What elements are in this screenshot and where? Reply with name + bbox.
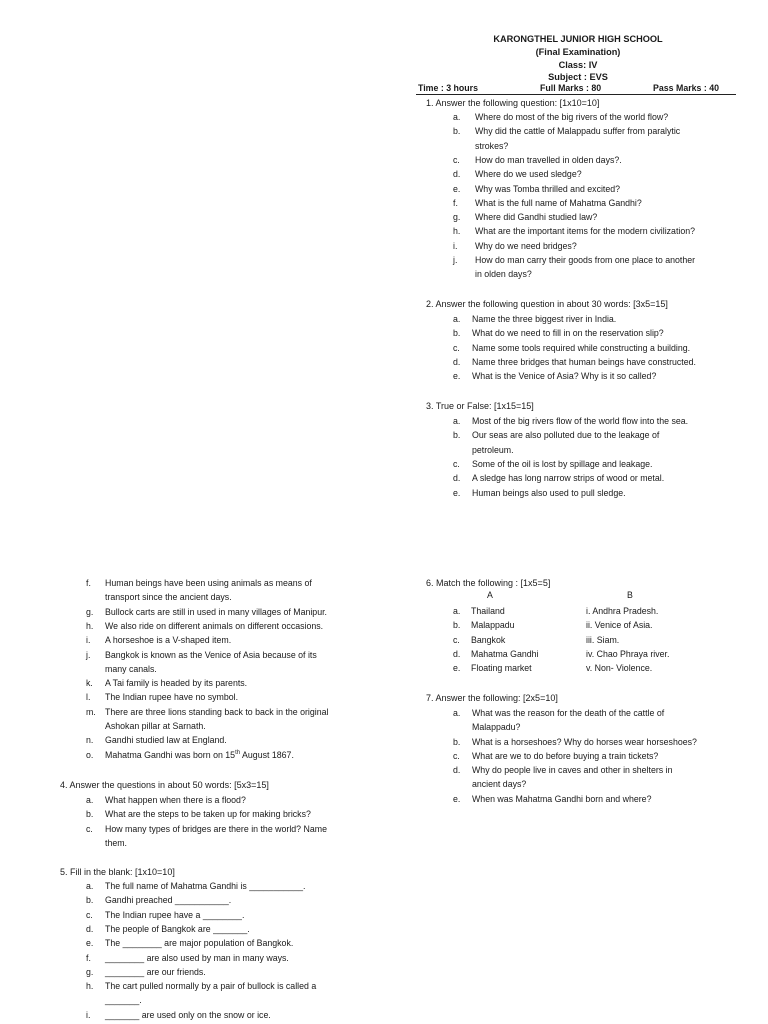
match-row xyxy=(453,661,733,675)
item-text: There are three lions standing back to back in the original xyxy=(105,706,329,717)
list-item xyxy=(86,922,386,936)
item-label: g. xyxy=(86,606,94,617)
item-text: Name three bridges that human beings have constructed. xyxy=(472,356,696,367)
list-item xyxy=(86,879,386,893)
item-text-continued: in olden days? xyxy=(475,269,532,280)
item-label: a. xyxy=(453,416,461,426)
item-text: What are the steps to be taken up for making bricks? xyxy=(105,809,311,820)
match-row-label: b. xyxy=(453,620,461,631)
question-7-title: 7. Answer the following: [2x5=10] xyxy=(426,693,558,703)
list-item xyxy=(453,486,753,500)
full-marks-label: Full Marks : 80 xyxy=(540,83,602,93)
item-label: o. xyxy=(86,749,94,760)
item-label: b. xyxy=(453,430,461,441)
match-item-a: Thailand xyxy=(471,606,505,616)
list-item xyxy=(453,792,753,806)
match-column-a-header: A xyxy=(487,590,493,600)
item-label: i. xyxy=(86,635,91,646)
match-item-b: iii. Siam. xyxy=(586,634,620,645)
item-text: Why do people live in caves and other in shelters in xyxy=(472,765,673,776)
item-label: a. xyxy=(453,112,461,122)
list-item xyxy=(453,763,753,792)
item-label: e. xyxy=(86,938,94,949)
item-label: f. xyxy=(86,952,91,963)
item-text: What is the Venice of Asia? Why is it so called? xyxy=(472,371,657,382)
match-item-a: Malappadu xyxy=(471,620,515,631)
list-item xyxy=(453,312,753,326)
exam-name: (Final Examination) xyxy=(535,47,621,57)
match-row-label: d. xyxy=(453,648,461,659)
match-item-b: i. Andhra Pradesh. xyxy=(586,606,659,616)
school-name: KARONGTHEL JUNIOR HIGH SCHOOL xyxy=(493,34,663,44)
match-column-b-header: B xyxy=(627,590,633,600)
item-text-part: Mahatma Gandhi was born on 15 xyxy=(105,749,236,760)
item-text: Where do we used sledge? xyxy=(475,169,582,180)
list-item xyxy=(453,253,753,282)
item-label: c. xyxy=(453,750,460,761)
list-item xyxy=(453,196,753,210)
list-item xyxy=(86,951,386,965)
question-5-title: 5. Fill in the blank: [1x10=10] xyxy=(60,867,175,877)
list-item xyxy=(453,210,753,224)
item-label: h. xyxy=(86,620,94,631)
item-label: g. xyxy=(86,966,94,977)
item-text: A sledge has long narrow strips of wood or metal. xyxy=(472,473,665,484)
header-divider xyxy=(416,94,736,95)
item-label: c. xyxy=(453,154,460,165)
item-text-continued: transport since the ancient days. xyxy=(105,592,232,603)
match-item-a: Mahatma Gandhi xyxy=(471,648,539,659)
item-text-continued: ancient days? xyxy=(472,779,527,790)
item-label: c. xyxy=(86,909,93,920)
item-text: The cart pulled normally by a pair of bullock is called a xyxy=(105,981,317,992)
item-label: j. xyxy=(453,255,458,265)
question-1-title: 1. Answer the following question: [1x10=10] xyxy=(426,98,600,108)
item-text: What happen when there is a flood? xyxy=(105,795,246,805)
list-item xyxy=(86,793,386,807)
item-text-continued: strokes? xyxy=(475,140,509,151)
list-item xyxy=(453,428,753,457)
item-label: h. xyxy=(86,981,94,992)
item-text-continued: Ashokan pillar at Sarnath. xyxy=(105,720,206,731)
item-text: Some of the oil is lost by spillage and leakage. xyxy=(472,458,653,469)
item-text-continued: _______. xyxy=(105,995,142,1006)
list-item xyxy=(453,110,753,124)
item-text: What is a horseshoes? Why do horses wear horseshoes? xyxy=(472,736,697,747)
list-item xyxy=(453,124,753,153)
list-item xyxy=(86,733,386,747)
list-item xyxy=(453,239,753,253)
item-text: ________ are our friends. xyxy=(105,966,206,977)
item-label: i. xyxy=(453,240,458,251)
item-text: Why did the cattle of Malappadu suffer from paralytic xyxy=(475,126,681,137)
item-text-continued: petroleum. xyxy=(472,444,514,455)
question-3-title: 3. True or False: [1x15=15] xyxy=(426,401,534,411)
match-row xyxy=(453,633,733,647)
item-label: c. xyxy=(453,458,460,469)
list-item xyxy=(86,690,386,704)
item-text: The Indian rupee have no symbol. xyxy=(105,692,239,703)
item-label: b. xyxy=(86,895,94,906)
list-item xyxy=(86,633,386,647)
match-row xyxy=(453,647,733,661)
item-label: g. xyxy=(453,212,461,223)
list-item xyxy=(453,471,753,485)
item-label: m. xyxy=(86,706,96,717)
subject-label: Subject : EVS xyxy=(548,72,608,82)
item-label: n. xyxy=(86,735,94,746)
list-item xyxy=(86,676,386,690)
item-label: d. xyxy=(453,169,461,180)
item-label: c. xyxy=(453,342,460,353)
match-item-b: ii. Venice of Asia. xyxy=(586,620,653,631)
list-item xyxy=(453,355,753,369)
item-label: l. xyxy=(86,692,91,703)
item-text: The full name of Mahatma Gandhi is ___________. xyxy=(105,881,306,891)
list-item xyxy=(86,748,386,762)
pass-marks-label: Pass Marks : 40 xyxy=(653,83,720,93)
item-text-part: August 1867. xyxy=(240,749,294,760)
match-item-a: Floating market xyxy=(471,663,532,674)
list-item xyxy=(453,735,753,749)
item-text: How do man carry their goods from one place to another xyxy=(475,255,696,265)
item-label: j. xyxy=(86,649,91,660)
item-text: A horseshoe is a V-shaped item. xyxy=(105,635,232,646)
list-item xyxy=(453,326,753,340)
match-row-label: e. xyxy=(453,663,461,674)
item-text xyxy=(105,748,294,762)
item-label: e. xyxy=(453,793,461,804)
item-text: The ________ are major population of Bangkok. xyxy=(105,938,294,949)
list-item xyxy=(86,979,386,1008)
class-label: Class: IV xyxy=(558,60,598,70)
list-item xyxy=(86,908,386,922)
item-text: Name some tools required while constructing a building. xyxy=(472,342,691,353)
item-label: b. xyxy=(86,809,94,820)
item-label: a. xyxy=(86,881,94,891)
list-item xyxy=(86,705,386,734)
match-item-a: Bangkok xyxy=(471,634,506,645)
question-6-title: 6. Match the following : [1x5=5] xyxy=(426,578,551,588)
list-item xyxy=(86,1008,386,1022)
list-item xyxy=(453,706,753,735)
item-text: When was Mahatma Gandhi born and where? xyxy=(472,793,652,804)
item-text: What are the important items for the modern civilization? xyxy=(475,226,696,237)
question-4-title: 4. Answer the questions in about 50 words: [5x3=15] xyxy=(60,780,269,790)
item-text-continued: Malappadu? xyxy=(472,722,521,733)
item-text: Human beings have been using animals as means of xyxy=(105,578,312,588)
item-label: d. xyxy=(86,923,94,934)
item-label: d. xyxy=(453,356,461,367)
list-item xyxy=(86,893,386,907)
list-item xyxy=(453,167,753,181)
time-label: Time : 3 hours xyxy=(418,83,478,93)
item-label: e. xyxy=(453,183,461,194)
item-label: b. xyxy=(453,736,461,747)
item-label: d. xyxy=(453,473,461,484)
item-label: h. xyxy=(453,226,461,237)
list-item xyxy=(86,605,386,619)
item-text: The people of Bangkok are _______. xyxy=(105,923,250,934)
item-text: What is the full name of Mahatma Gandhi? xyxy=(475,197,642,208)
item-text: Gandhi preached ___________. xyxy=(105,895,232,906)
question-2-title: 2. Answer the following question in about 30 words: [3x5=15] xyxy=(426,299,668,309)
item-text: What was the reason for the death of the cattle of xyxy=(472,708,665,718)
item-text: Why do we need bridges? xyxy=(475,240,577,251)
item-text: Why was Tomba thrilled and excited? xyxy=(475,183,621,194)
item-text: Where do most of the big rivers of the world flow? xyxy=(475,112,669,122)
list-item xyxy=(86,648,386,677)
item-label: a. xyxy=(453,708,461,718)
item-text-superscript: th xyxy=(235,749,241,756)
list-item xyxy=(86,576,386,605)
match-row xyxy=(453,618,733,632)
list-item xyxy=(86,807,386,821)
item-text: We also ride on different animals on different occasions. xyxy=(105,620,324,631)
list-item xyxy=(453,153,753,167)
item-text: Bangkok is known as the Venice of Asia because of its xyxy=(105,649,317,660)
item-text: A Tai family is headed by its parents. xyxy=(105,678,248,689)
list-item xyxy=(453,369,753,383)
item-text: What do we need to fill in on the reservation slip? xyxy=(472,328,664,339)
item-text: Name the three biggest river in India. xyxy=(472,314,617,324)
list-item xyxy=(453,749,753,763)
item-text: Our seas are also polluted due to the leakage of xyxy=(472,430,660,441)
match-item-b: v. Non- Violence. xyxy=(586,663,653,674)
item-label: i. xyxy=(86,1009,91,1020)
item-text-continued: many canals. xyxy=(105,663,157,674)
item-label: a. xyxy=(453,314,461,324)
list-item xyxy=(86,822,386,851)
item-label: k. xyxy=(86,678,93,689)
item-label: c. xyxy=(86,823,93,834)
item-text: How do man travelled in olden days?. xyxy=(475,154,622,165)
item-label: a. xyxy=(86,795,94,805)
list-item xyxy=(86,936,386,950)
match-row-label: a. xyxy=(453,606,461,616)
list-item xyxy=(86,619,386,633)
match-row-label: c. xyxy=(453,634,460,645)
item-text: What are we to do before buying a train tickets? xyxy=(472,750,659,761)
item-text-continued: them. xyxy=(105,837,128,848)
list-item xyxy=(453,414,753,428)
match-row xyxy=(453,604,733,618)
item-text: How many types of bridges are there in the world? Name xyxy=(105,823,327,834)
list-item xyxy=(453,224,753,238)
item-label: b. xyxy=(453,328,461,339)
item-label: e. xyxy=(453,371,461,382)
match-item-b: iv. Chao Phraya river. xyxy=(586,648,670,659)
list-item xyxy=(453,182,753,196)
item-text: Most of the big rivers flow of the world flow into the sea. xyxy=(472,416,689,426)
list-item xyxy=(453,341,753,355)
item-text: _______ are used only on the snow or ice. xyxy=(105,1009,271,1020)
item-label: f. xyxy=(86,578,91,588)
list-item xyxy=(453,457,753,471)
list-item xyxy=(86,965,386,979)
item-text: Gandhi studied law at England. xyxy=(105,735,227,746)
item-label: e. xyxy=(453,487,461,498)
item-text: Where did Gandhi studied law? xyxy=(475,212,598,223)
item-label: b. xyxy=(453,126,461,137)
item-label: f. xyxy=(453,197,458,208)
item-text: Bullock carts are still in used in many villages of Manipur. xyxy=(105,606,327,617)
item-label: d. xyxy=(453,765,461,776)
item-text: Human beings also used to pull sledge. xyxy=(472,487,626,498)
item-text: The Indian rupee have a ________. xyxy=(105,909,245,920)
item-text: ________ are also used by man in many ways. xyxy=(105,952,289,963)
